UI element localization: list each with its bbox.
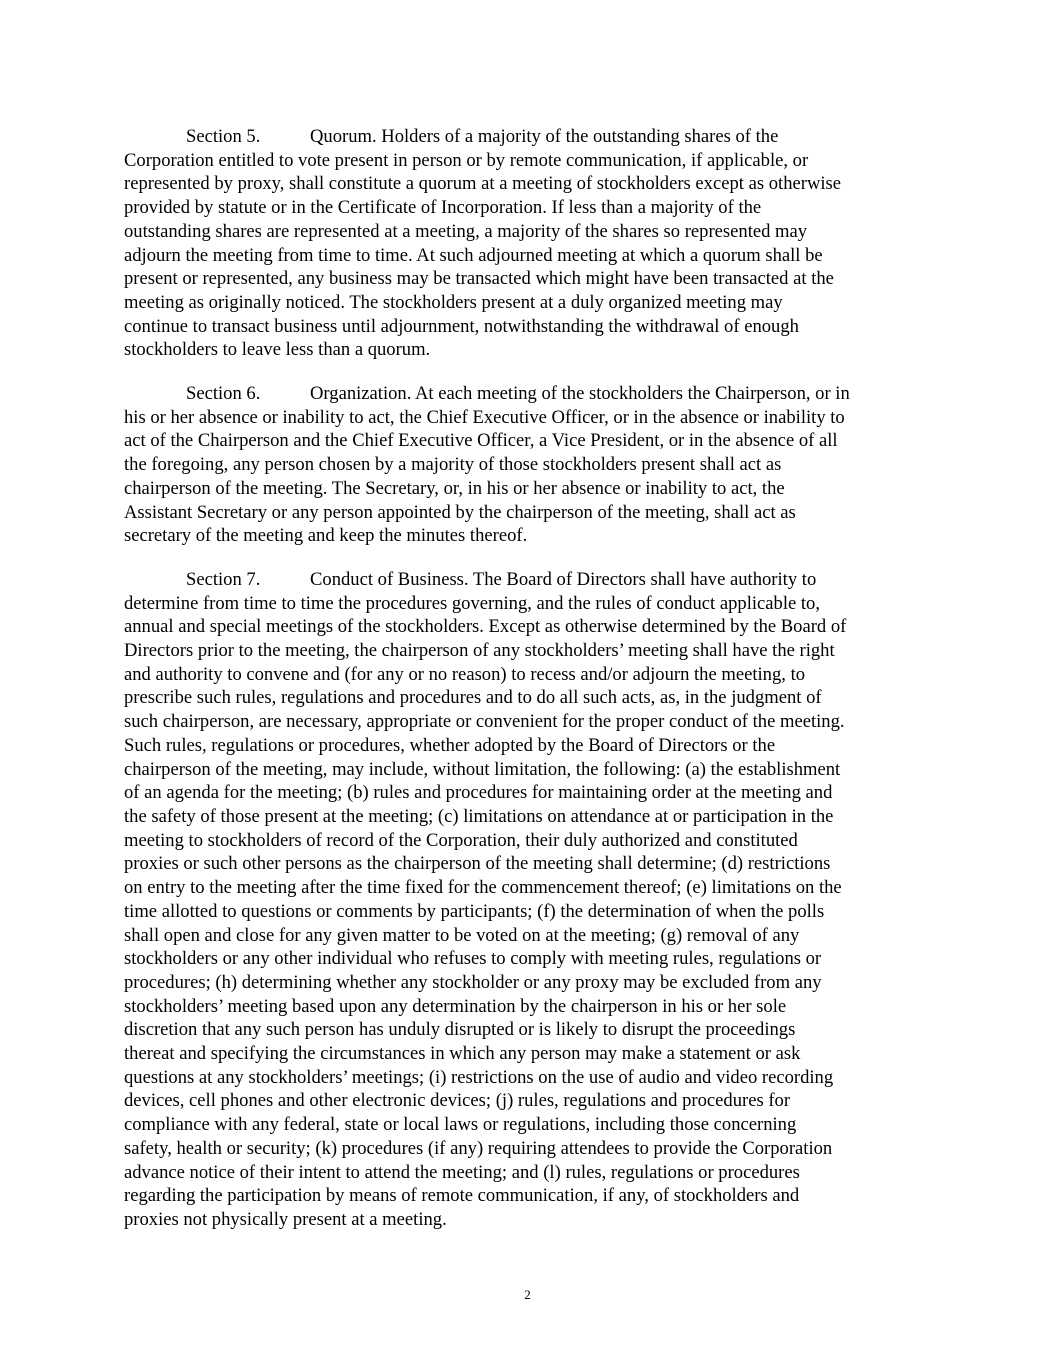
- paragraph-line: meeting as originally noticed. The stockholders present at a duly organized meeting may: [124, 291, 783, 313]
- paragraph-line: of an agenda for the meeting; (b) rules and procedures for maintaining order at the meeting and: [124, 782, 833, 804]
- paragraph-line: questions at any stockholders’ meetings; (i) restrictions on the use of audio and video recording: [124, 1066, 834, 1088]
- paragraph-line: determine from time to time the procedures governing, and the rules of conduct applicable to,: [124, 592, 821, 614]
- paragraph-line: advance notice of their intent to attend the meeting; and (l) rules, regulations or procedures: [124, 1161, 800, 1183]
- paragraph-line: stockholders or any other individual who refuses to comply with meeting rules, regulations or: [124, 948, 822, 970]
- paragraph-first-line: [124, 125, 932, 149]
- paragraph-line: act of the Chairperson and the Chief Executive Officer, a Vice President, or in the absence of all: [124, 430, 838, 452]
- page-number: 2: [524, 1287, 531, 1302]
- paragraph-line: Such rules, regulations or procedures, whether adopted by the Board of Directors or the: [124, 734, 776, 756]
- paragraph-line: outstanding shares are represented at a meeting, a majority of the shares so represented may: [124, 220, 808, 242]
- paragraph-line: continue to transact business until adjournment, notwithstanding the withdrawal of enough: [124, 315, 799, 337]
- paragraph-line: stockholders to leave less than a quorum.: [124, 339, 431, 361]
- paragraph-line: provided by statute or in the Certificate of Incorporation. If less than a majority of the: [124, 197, 762, 219]
- paragraph-line: present or represented, any business may be transacted which might have been transacted at the: [124, 268, 834, 290]
- paragraph-line: meeting to stockholders of record of the Corporation, their duly authorized and constituted: [124, 829, 798, 851]
- paragraph-line: compliance with any federal, state or local laws or regulations, including those concerning: [124, 1114, 797, 1136]
- paragraph-line: devices, cell phones and other electronic devices; (j) rules, regulations and procedures for: [124, 1090, 791, 1112]
- section-lead-text: Conduct of Business. The Board of Directors shall have authority to: [310, 568, 817, 590]
- paragraph-line: Assistant Secretary or any person appointed by the chairperson of the meeting, shall act as: [124, 501, 796, 523]
- document-body: [124, 125, 932, 1252]
- paragraph-line: proxies not physically present at a meeting.: [124, 1208, 447, 1230]
- paragraph-line: time allotted to questions or comments by participants; (f) the determination of when the polls: [124, 900, 825, 922]
- paragraph-line: Directors prior to the meeting, the chairperson of any stockholders’ meeting shall have the right: [124, 640, 835, 662]
- paragraph-line: the safety of those present at the meeting; (c) limitations on attendance at or participation in the: [124, 805, 834, 827]
- paragraph-line: annual and special meetings of the stockholders. Except as otherwise determined by the Board of: [124, 616, 847, 638]
- paragraph-line: safety, health or security; (k) procedures (if any) requiring attendees to provide the Corporation: [124, 1137, 833, 1159]
- paragraph-line: chairperson of the meeting. The Secretary, or, in his or her absence or inability to act, the: [124, 477, 785, 499]
- paragraph-line: his or her absence or inability to act, the Chief Executive Officer, or in the absence or inability to: [124, 406, 845, 428]
- section-paragraph: [124, 382, 932, 548]
- section-lead-text: Organization. At each meeting of the stockholders the Chairperson, or in: [310, 383, 850, 405]
- paragraph-first-line: [124, 568, 932, 592]
- paragraph-line: thereat and specifying the circumstances in which any person may make a statement or ask: [124, 1043, 801, 1065]
- section-paragraph: [124, 125, 932, 362]
- section-lead-text: Quorum. Holders of a majority of the outstanding shares of the: [310, 126, 779, 147]
- paragraph-line: and authority to convene and (for any or no reason) to recess and/or adjourn the meeting, to: [124, 663, 806, 685]
- section-paragraph: [124, 568, 932, 1232]
- paragraph-line: shall open and close for any given matter to be voted on at the meeting; (g) removal of any: [124, 924, 800, 946]
- section-number: Section 5.: [186, 126, 261, 147]
- paragraph-line: represented by proxy, shall constitute a quorum at a meeting of stockholders except as otherwise: [124, 173, 842, 195]
- paragraph-line: stockholders’ meeting based upon any determination by the chairperson in his or her sole: [124, 995, 787, 1017]
- paragraph-first-line: [124, 382, 932, 406]
- paragraph-line: proxies or such other persons as the chairperson of the meeting shall determine; (d) restrictions: [124, 853, 831, 875]
- paragraph-line: chairperson of the meeting, may include, without limitation, the following: (a) the establishment: [124, 758, 841, 780]
- paragraph-line: on entry to the meeting after the time fixed for the commencement thereof; (e) limitations on the: [124, 877, 842, 899]
- paragraph-line: adjourn the meeting from time to time. At such adjourned meeting at which a quorum shall be: [124, 244, 823, 266]
- paragraph-line: procedures; (h) determining whether any stockholder or any proxy may be excluded from any: [124, 971, 822, 993]
- paragraph-line: the foregoing, any person chosen by a majority of those stockholders present shall act as: [124, 454, 782, 476]
- paragraph-line: discretion that any such person has unduly disrupted or is likely to disrupt the proceedings: [124, 1019, 796, 1041]
- paragraph-line: secretary of the meeting and keep the minutes thereof.: [124, 525, 528, 547]
- paragraph-line: regarding the participation by means of remote communication, if any, of stockholders and: [124, 1185, 800, 1207]
- section-number: Section 7.: [186, 568, 261, 590]
- section-number: Section 6.: [186, 383, 261, 405]
- paragraph-line: prescribe such rules, regulations and procedures and to do all such acts, as, in the judgment of: [124, 687, 822, 709]
- paragraph-line: Corporation entitled to vote present in person or by remote communication, if applicable, or: [124, 149, 809, 171]
- paragraph-line: such chairperson, are necessary, appropriate or convenient for the proper conduct of the meeting.: [124, 711, 845, 733]
